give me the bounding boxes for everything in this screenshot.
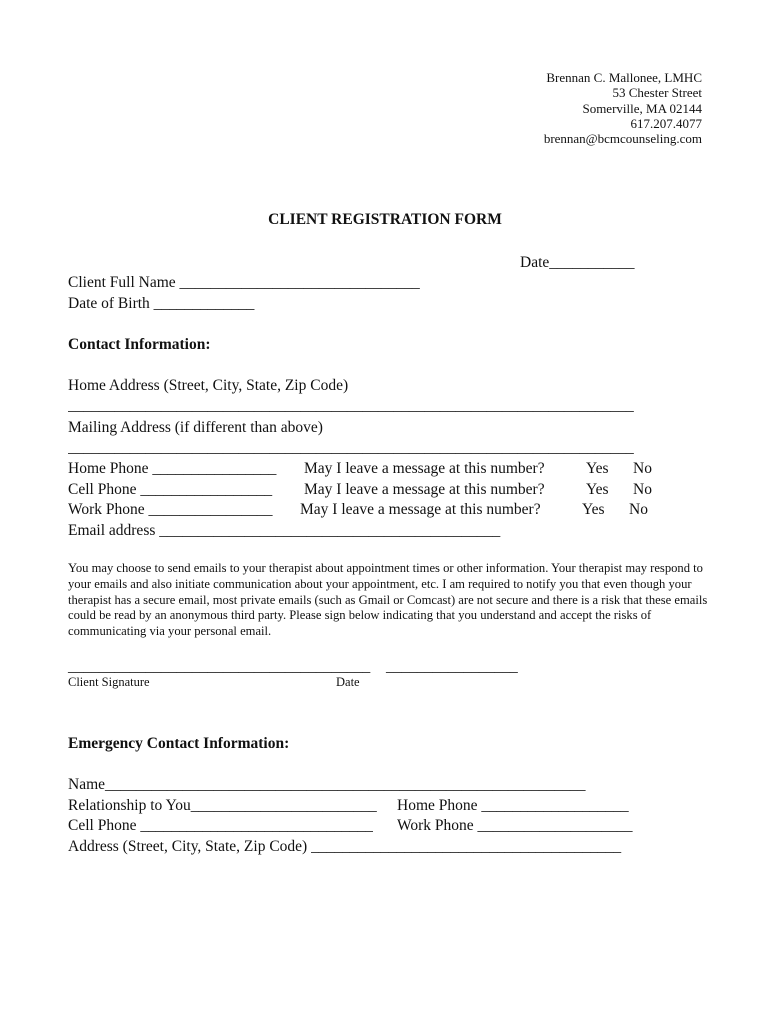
email-address-field[interactable]: Email address ____________________________________________ bbox=[68, 522, 501, 539]
emergency-address-field[interactable]: Address (Street, City, State, Zip Code) ________________________________________ bbox=[68, 838, 622, 855]
home-phone-message-question: May I leave a message at this number? bbox=[304, 460, 545, 477]
home-address-label: Home Address (Street, City, State, Zip Code) bbox=[68, 377, 349, 394]
letterhead-phone: 617.207.4077 bbox=[630, 116, 702, 131]
work-phone-message-question: May I leave a message at this number? bbox=[300, 501, 541, 518]
letterhead-name: Brennan C. Mallonee, LMHC bbox=[546, 70, 702, 85]
signature-date-label: Date bbox=[336, 675, 360, 689]
cell-phone-field[interactable]: Cell Phone _________________ bbox=[68, 481, 273, 498]
letterhead-city: Somerville, MA 02144 bbox=[582, 101, 702, 116]
emergency-work-phone-field[interactable]: Work Phone ____________________ bbox=[397, 817, 633, 834]
emergency-home-phone-field[interactable]: Home Phone ___________________ bbox=[397, 797, 629, 814]
home-phone-no-option[interactable]: No bbox=[633, 460, 652, 477]
home-phone-yes-option[interactable]: Yes bbox=[586, 460, 609, 477]
cell-phone-message-question: May I leave a message at this number? bbox=[304, 481, 545, 498]
mailing-address-label: Mailing Address (if different than above) bbox=[68, 419, 323, 436]
signature-date-line[interactable]: _________________ bbox=[386, 658, 518, 675]
emergency-cell-phone-field[interactable]: Cell Phone ______________________________ bbox=[68, 817, 373, 834]
cell-phone-no-option[interactable]: No bbox=[633, 481, 652, 498]
emergency-contact-heading: Emergency Contact Information: bbox=[68, 735, 290, 752]
form-title: CLIENT REGISTRATION FORM bbox=[268, 211, 502, 228]
letterhead-email: brennan@bcmcounseling.com bbox=[543, 131, 702, 146]
date-of-birth-field[interactable]: Date of Birth _____________ bbox=[68, 295, 255, 312]
work-phone-field[interactable]: Work Phone ________________ bbox=[68, 501, 273, 518]
client-full-name-field[interactable]: Client Full Name _______________________________ bbox=[68, 274, 420, 291]
contact-information-heading: Contact Information: bbox=[68, 336, 211, 353]
work-phone-yes-option[interactable]: Yes bbox=[582, 501, 605, 518]
client-signature-label: Client Signature bbox=[68, 675, 150, 689]
mailing-address-line[interactable]: _________________________________________________________________________ bbox=[68, 439, 634, 456]
letterhead-street: 53 Chester Street bbox=[612, 85, 702, 100]
home-address-line[interactable]: _________________________________________________________________________ bbox=[68, 397, 634, 414]
emergency-name-field[interactable]: Name______________________________________________________________ bbox=[68, 776, 586, 793]
email-consent-paragraph: You may choose to send emails to your therapist about appointment times or other information. Your therapist may respond to your emails and also initiate communication about your appointment, etc. I am required to notify you that even though your therapist has a secure email, most private emails (such as Gmail or Comcast) are not secure and there is a risk that these emails could be read by an anonymous third party. Please sign below indicating that you understand and accept the risks of communicating via your personal email. bbox=[68, 561, 708, 639]
home-phone-field[interactable]: Home Phone ________________ bbox=[68, 460, 277, 477]
cell-phone-yes-option[interactable]: Yes bbox=[586, 481, 609, 498]
emergency-relationship-field[interactable]: Relationship to You________________________ bbox=[68, 797, 377, 814]
date-field[interactable]: Date___________ bbox=[520, 254, 635, 271]
client-signature-line[interactable]: _______________________________________ bbox=[68, 658, 371, 675]
work-phone-no-option[interactable]: No bbox=[629, 501, 648, 518]
